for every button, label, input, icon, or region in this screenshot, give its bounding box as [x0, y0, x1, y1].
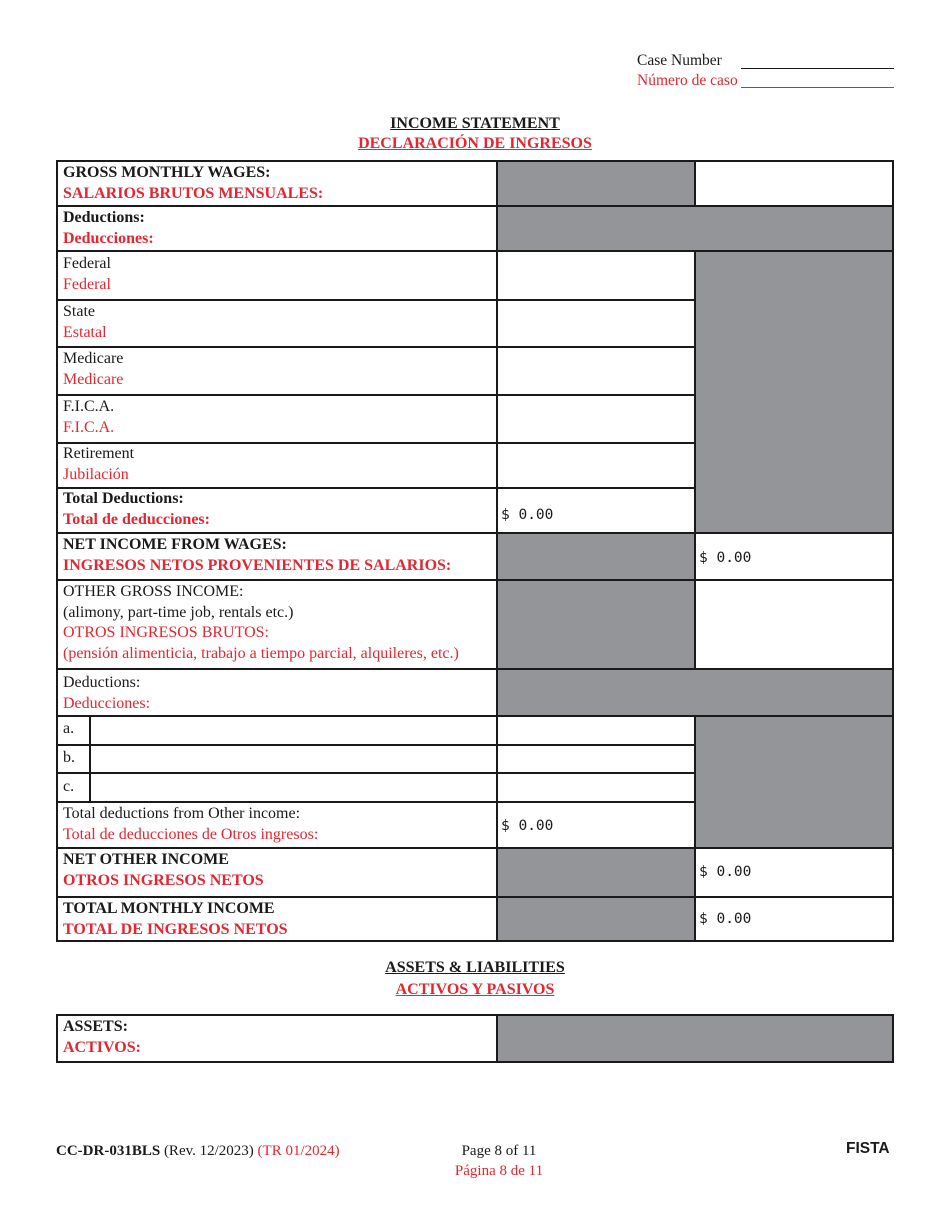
deduction-b-amount-input[interactable] [499, 746, 693, 772]
other-gross-income-label-en: OTHER GROSS INCOME: [63, 583, 244, 600]
shaded-cell [497, 161, 695, 206]
shaded-cell [497, 533, 695, 580]
assets-liabilities-title: ASSETS & LIABILITIES [385, 959, 565, 976]
total-deductions-label-en: Total Deductions: [63, 490, 184, 507]
other-deductions-label [63, 673, 150, 714]
item-c-label: c. [63, 778, 75, 795]
net-wages-label-en: NET INCOME FROM WAGES: [63, 536, 287, 553]
net-other-income-value: $ 0.00 [699, 864, 752, 880]
retirement-input[interactable] [499, 444, 693, 487]
total-deductions-label [63, 489, 210, 530]
total-monthly-income-value: $ 0.00 [699, 911, 752, 927]
other-deductions-label-en: Deductions: [63, 674, 141, 691]
other-gross-income-label [63, 582, 459, 664]
column-divider [496, 160, 498, 942]
gross-wages-label [63, 163, 323, 204]
income-statement-title: INCOME STATEMENT [390, 115, 560, 132]
assets-label-en: ASSETS: [63, 1018, 128, 1035]
fica-label [63, 397, 114, 438]
shaded-cell [695, 716, 893, 848]
row-divider [56, 896, 894, 898]
fica-input[interactable] [499, 396, 693, 442]
federal-label-en: Federal [63, 255, 111, 272]
table-border [892, 160, 894, 942]
fica-label-en: F.I.C.A. [63, 398, 115, 415]
total-deductions-label-es: Total de deducciones: [63, 510, 210, 528]
row-divider [56, 847, 894, 849]
medicare-label [63, 349, 123, 390]
net-wages-value: $ 0.00 [699, 550, 752, 566]
total-monthly-income-label-en: TOTAL MONTHLY INCOME [63, 900, 275, 917]
page-number-en: Page 8 of 11 [461, 1143, 537, 1159]
income-statement-title-es: DECLARACIÓN DE INGRESOS [358, 135, 592, 152]
net-other-income-label-en: NET OTHER INCOME [63, 851, 229, 868]
page-number-es: Página 8 de 11 [454, 1163, 544, 1179]
federal-input[interactable] [499, 252, 693, 299]
row-divider [56, 801, 696, 803]
medicare-label-en: Medicare [63, 350, 124, 367]
deductions-label [63, 208, 154, 249]
shaded-cell [497, 848, 695, 897]
net-wages-label-es: INGRESOS NETOS PROVENIENTES DE SALARIOS: [63, 556, 452, 574]
case-number-label: Case Number [637, 52, 722, 69]
deductions-label-es: Deducciones: [63, 229, 154, 247]
total-deductions-value: $ 0.00 [501, 507, 554, 523]
gross-wages-input[interactable] [697, 163, 891, 205]
deduction-c-description-input[interactable] [91, 774, 496, 801]
deduction-b-description-input[interactable] [91, 746, 496, 772]
deduction-a-amount-input[interactable] [499, 717, 693, 744]
table-border [56, 160, 894, 162]
deduction-c-amount-input[interactable] [499, 774, 693, 801]
other-gross-income-note-en: (alimony, part-time job, rentals etc.) [63, 603, 294, 621]
row-divider [56, 668, 894, 670]
net-other-income-label [63, 850, 264, 891]
shaded-cell [497, 580, 695, 669]
column-divider [694, 715, 696, 941]
case-number-label-es: Número de caso [637, 72, 738, 89]
net-wages-label [63, 535, 451, 576]
state-label [63, 302, 107, 343]
row-divider [56, 250, 894, 252]
retirement-label [63, 444, 134, 485]
shaded-cell [497, 206, 893, 251]
retirement-label-es: Jubilación [63, 465, 129, 483]
shaded-cell [497, 669, 893, 716]
form-revision: (Rev. 12/2023) [163, 1143, 254, 1159]
fica-label-es: F.I.C.A. [63, 418, 115, 436]
translation-revision: (TR 01/2024) [257, 1143, 340, 1159]
federal-label-es: Federal [63, 275, 111, 293]
medicare-input[interactable] [499, 348, 693, 394]
total-monthly-income-label [63, 899, 288, 940]
deduction-a-description-input[interactable] [91, 717, 496, 744]
total-other-deductions-label-en: Total deductions from Other income: [63, 805, 301, 822]
table-border [56, 160, 58, 942]
item-b-label: b. [63, 749, 75, 766]
column-divider [694, 160, 696, 206]
state-label-es: Estatal [63, 323, 107, 341]
form-id: CC-DR-031BLS [56, 1143, 161, 1159]
form-identifier [56, 1141, 340, 1161]
page-number [440, 1141, 558, 1181]
brand-mark: FISTA [846, 1140, 890, 1157]
shaded-cell [695, 251, 893, 533]
total-other-deductions-label-es: Total de deducciones de Otros ingresos: [63, 825, 319, 843]
gross-wages-label-es: SALARIOS BRUTOS MENSUALES: [63, 184, 324, 202]
state-input[interactable] [499, 301, 693, 346]
other-gross-income-input[interactable] [697, 581, 891, 668]
row-divider [56, 532, 894, 534]
column-divider [694, 250, 696, 669]
other-gross-income-note-es: (pensión alimenticia, trabajo a tiempo parcial, alquileres, etc.) [63, 644, 459, 662]
total-monthly-income-label-es: TOTAL DE INGRESOS NETOS [63, 920, 288, 938]
state-label-en: State [63, 303, 95, 320]
total-other-deductions-value: $ 0.00 [501, 818, 554, 834]
federal-label [63, 254, 111, 295]
assets-liabilities-title-es: ACTIVOS Y PASIVOS [395, 981, 555, 998]
shaded-cell [497, 897, 695, 941]
other-deductions-label-es: Deducciones: [63, 694, 151, 712]
gross-wages-label-en: GROSS MONTHLY WAGES: [63, 164, 271, 181]
table-border [56, 940, 894, 942]
other-gross-income-label-es: OTROS INGRESOS BRUTOS: [63, 624, 269, 641]
net-other-income-label-es: OTROS INGRESOS NETOS [63, 871, 264, 889]
row-divider [56, 205, 894, 207]
medicare-label-es: Medicare [63, 370, 124, 388]
retirement-label-en: Retirement [63, 445, 135, 462]
assets-label-es: ACTIVOS: [63, 1038, 141, 1056]
deductions-label-en: Deductions: [63, 209, 145, 226]
item-a-label: a. [63, 720, 75, 737]
total-other-deductions-label [63, 804, 318, 845]
